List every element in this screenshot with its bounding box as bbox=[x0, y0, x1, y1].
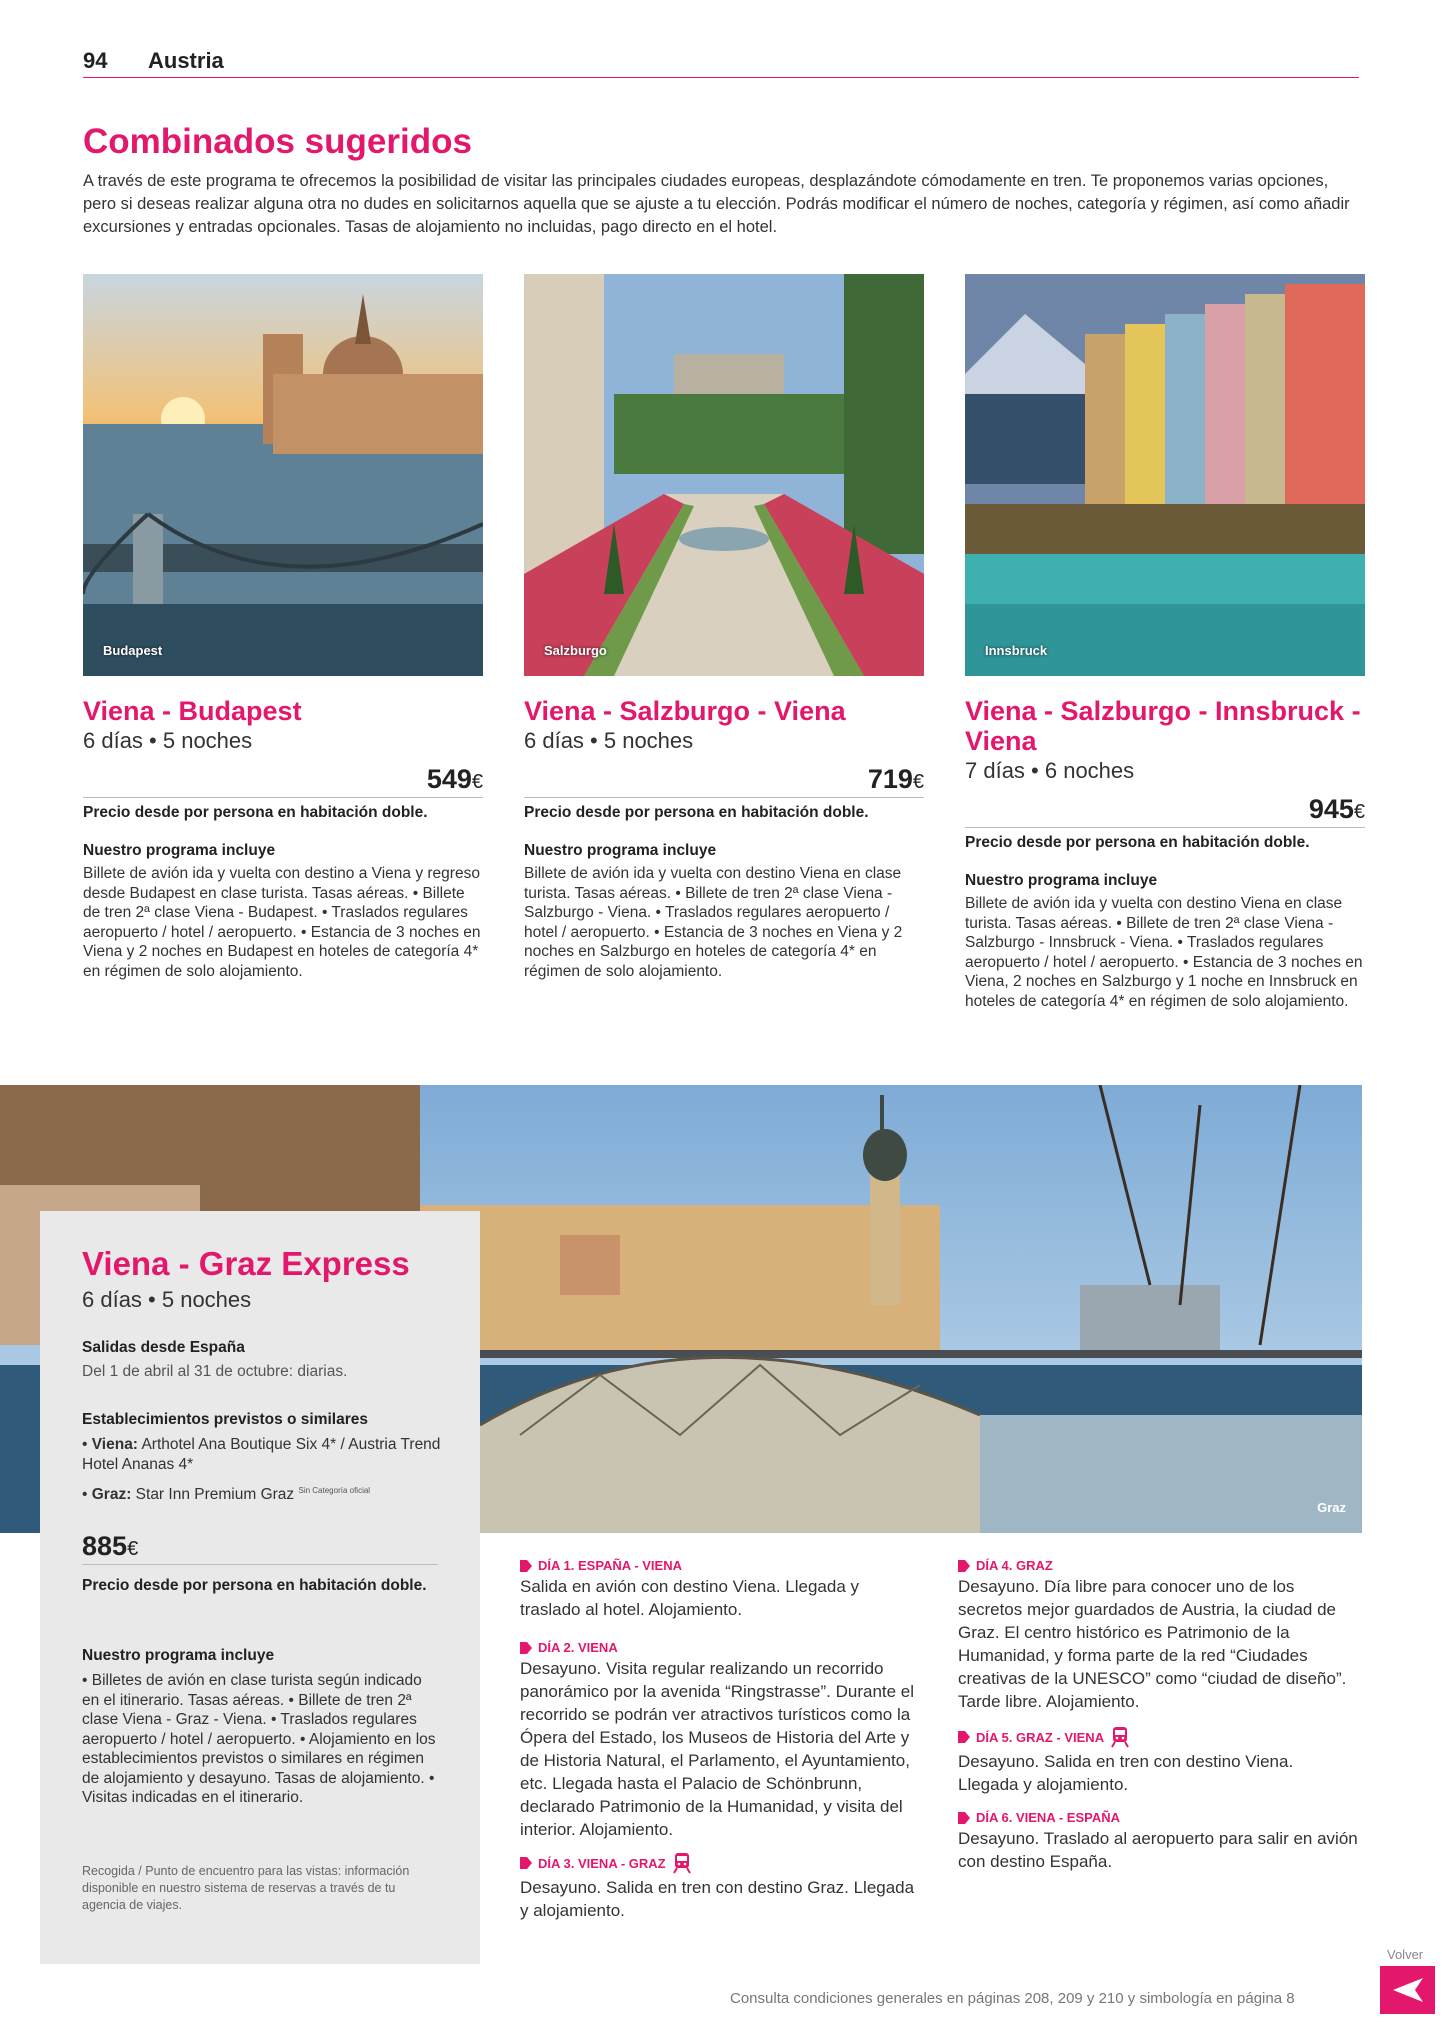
train-icon bbox=[1110, 1726, 1130, 1748]
includes-title: Nuestro programa incluye bbox=[524, 842, 717, 859]
price-note: Precio desde por persona en habitación doble. bbox=[83, 804, 428, 821]
itinerary-day-3 bbox=[520, 1852, 920, 1922]
day-text: Desayuno. Salida en tren con destino Graz. Llegada y alojamiento. bbox=[520, 1878, 915, 1920]
day-arrow-icon bbox=[520, 1857, 532, 1869]
itinerary-day-6 bbox=[958, 1810, 1358, 1873]
day-text: Desayuno. Salida en tren con destino Viena. Llegada y alojamiento. bbox=[958, 1752, 1294, 1794]
itinerary-day-4 bbox=[958, 1558, 1358, 1713]
day-arrow-icon bbox=[520, 1560, 532, 1572]
day-title: DÍA 6. VIENA - ESPAÑA bbox=[976, 1810, 1120, 1825]
page-country: Austria bbox=[148, 48, 224, 73]
itinerary-day-1 bbox=[520, 1558, 920, 1621]
hotel-viena: • Viena: Arthotel Ana Boutique Six 4* / Austria Trend Hotel Ananas 4* bbox=[82, 1436, 441, 1473]
price-currency: € bbox=[471, 771, 483, 793]
card-duration: 6 días • 5 noches bbox=[524, 728, 694, 753]
section-title: Combinados sugeridos bbox=[83, 122, 472, 161]
hotel-graz-label: Graz: bbox=[91, 1486, 132, 1504]
price-note: Precio desde por persona en habitación doble. bbox=[82, 1577, 427, 1594]
graz-price bbox=[82, 1531, 438, 1565]
day-title: DÍA 5. GRAZ - VIENA bbox=[976, 1729, 1105, 1745]
day-arrow-icon bbox=[958, 1812, 970, 1824]
budapest-photo bbox=[83, 274, 483, 676]
price-note: Precio desde por persona en habitación doble. bbox=[965, 834, 1310, 851]
tour-card-salzburgo bbox=[524, 274, 924, 981]
price-value: 885 bbox=[82, 1531, 128, 1561]
back-button[interactable] bbox=[1380, 1966, 1435, 2014]
photo-caption: Salzburgo bbox=[544, 643, 607, 658]
back-arrow-icon bbox=[1393, 1978, 1423, 2002]
itinerary-day-5 bbox=[958, 1726, 1358, 1796]
includes-text: Billete de avión ida y vuelta con destino Viena en clase turista. Tasas aéreas. • Billete de tren 2ª clase Viena - Salzburgo - Innsbruck - Viena. • Traslados regulares aeropuerto / hotel / aeropuerto. • Estancia de 3 noches en Viena, 2 noches en Salzburgo y 1 noche en Innsbruck en hoteles de categoría 4* en régimen de solo alojamiento. bbox=[965, 895, 1363, 1010]
day-text: Desayuno. Visita regular realizando un recorrido panorámico por la avenida “Ringstrasse”. Durante el recorrido se podrán ver atractivos turísticos como la Ópera del Estado, los Museos de Historia del Arte y de Historia Natural, el Parlamento, el Ayuntamiento, etc. Llegada hasta el Palacio de Schönbrunn, declarado Patrimonio de la Humanidad, y visita del interior. Alojamiento. bbox=[520, 1659, 915, 1839]
footer-conditions: Consulta condiciones generales en páginas 208, 209 y 210 y simbología en página 8 bbox=[730, 1990, 1295, 2007]
price-currency: € bbox=[127, 1538, 139, 1560]
price-value: 549 bbox=[426, 764, 472, 794]
graz-info-box bbox=[40, 1211, 480, 1964]
photo-caption: Budapest bbox=[103, 643, 163, 658]
includes-text: • Billetes de avión en clase turista según indicado en el itinerario. Tasas aéreas. • Billete de tren 2ª clase Viena - Graz - Viena. • Traslados regulares aeropuerto / hotel / aeropuerto. • Alojamiento en los establecimientos previstos o similares en régimen de alojamiento y desayuno. Tasas de alojamiento. • Visitas indicadas en el itinerario. bbox=[82, 1672, 436, 1806]
hotels-title: Establecimientos previstos o similares bbox=[82, 1411, 369, 1428]
day-text: Salida en avión con destino Viena. Llegada y traslado al hotel. Alojamiento. bbox=[520, 1577, 859, 1619]
day-title: DÍA 1. ESPAÑA - VIENA bbox=[538, 1558, 682, 1573]
photo-caption: Innsbruck bbox=[985, 643, 1048, 658]
hotel-viena-label: Viena: bbox=[91, 1436, 138, 1453]
includes-title: Nuestro programa incluye bbox=[965, 872, 1158, 889]
day-arrow-icon bbox=[958, 1731, 970, 1743]
includes-text: Billete de avión ida y vuelta con destino a Viena y regreso desde Budapest en clase turista. Tasas aéreas. • Billete de tren 2ª clase Viena - Budapest. • Traslados regulares aeropuerto / hotel / aeropuerto. • Estancia de 3 noches en Viena y 2 noches en Budapest en hoteles de categoría 4* en régimen de solo alojamiento. bbox=[83, 865, 481, 980]
price-value: 719 bbox=[867, 764, 913, 794]
card-title: Viena - Salzburgo - Viena bbox=[524, 696, 846, 726]
day-text: Desayuno. Traslado al aeropuerto para salir en avión con destino España. bbox=[958, 1829, 1358, 1871]
hotel-viena-names: Arthotel Ana Boutique Six 4* / Austria Trend Hotel Ananas 4* bbox=[82, 1436, 441, 1473]
price-value: 945 bbox=[1308, 794, 1354, 824]
departures-title: Salidas desde España bbox=[82, 1339, 245, 1356]
card-price bbox=[965, 794, 1365, 828]
itinerary-day-2 bbox=[520, 1640, 920, 1841]
includes-title: Nuestro programa incluye bbox=[83, 842, 276, 859]
price-currency: € bbox=[1353, 801, 1365, 823]
hotel-graz-category: Sin Categoría oficial bbox=[298, 1486, 371, 1495]
card-price bbox=[83, 764, 483, 798]
includes-title: Nuestro programa incluye bbox=[82, 1647, 275, 1664]
photo-caption: Graz bbox=[1317, 1500, 1346, 1515]
hotel-graz: • Graz: Star Inn Premium Graz $^{Sin Categoría oficial}$ bbox=[82, 1486, 371, 1504]
hotel-graz-name: Star Inn Premium Graz bbox=[135, 1486, 295, 1504]
day-arrow-icon bbox=[520, 1642, 532, 1654]
day-title: DÍA 2. VIENA bbox=[538, 1640, 618, 1655]
innsbruck-photo bbox=[965, 274, 1365, 676]
graz-duration: 6 días • 5 noches bbox=[82, 1287, 252, 1312]
day-text: Desayuno. Día libre para conocer uno de los secretos mejor guardados de Austria, la ciudad de Graz. El centro histórico es Patrimonio de la Humanidad, y forma parte de la red “Ciudades creativas de la UNESCO” como “ciudad de diseño”. Tarde libre. Alojamiento. bbox=[958, 1577, 1347, 1711]
card-title: Viena - Budapest bbox=[83, 696, 302, 726]
section-intro: A través de este programa te ofrecemos la posibilidad de visitar las principales ciudades europeas, desplazándote cómodamente en tren. Te proponemos varias opciones, pero si deseas realizar alguna otra no dudes en solicitarnos aquella que se ajuste a tu elección. Podrás modificar el número de noches, categoría y régimen, así como añadir excursiones y entradas opcionales. Tasas de alojamiento no incluidas, pago directo en el hotel. bbox=[83, 172, 1350, 236]
includes-text: Billete de avión ida y vuelta con destino Viena en clase turista. Tasas aéreas. • Billete de tren 2ª clase Viena - Salzburgo - Viena. • Traslados regulares aeropuerto / hotel / aeropuerto. • Estancia de 3 noches en Viena y 2 noches en Salzburgo en hoteles de categoría 4* en régimen de solo alojamiento. bbox=[524, 865, 903, 980]
salzburgo-photo bbox=[524, 274, 924, 676]
back-label[interactable]: Volver bbox=[1387, 1947, 1424, 1962]
price-currency: € bbox=[912, 771, 924, 793]
card-duration: 6 días • 5 noches bbox=[83, 728, 253, 753]
card-price bbox=[524, 764, 924, 798]
graz-title: Viena - Graz Express bbox=[82, 1245, 410, 1282]
tour-card-innsbruck bbox=[965, 274, 1365, 1011]
page-number: 94 bbox=[83, 48, 108, 73]
train-icon bbox=[672, 1852, 692, 1874]
tour-card-budapest bbox=[83, 274, 483, 981]
card-title: Viena - Salzburgo - Innsbruck - Viena bbox=[965, 696, 1361, 756]
pickup-note: Recogida / Punto de encuentro para las vistas: información disponible en nuestro sistema de reservas a través de tu agencia de viajes. bbox=[82, 1864, 410, 1912]
price-note: Precio desde por persona en habitación doble. bbox=[524, 804, 869, 821]
departures-text: Del 1 de abril al 31 de octubre: diarias. bbox=[82, 1363, 348, 1380]
page-header bbox=[83, 48, 1359, 78]
day-title: DÍA 4. GRAZ bbox=[976, 1558, 1053, 1573]
card-duration: 7 días • 6 noches bbox=[965, 758, 1135, 783]
day-title: DÍA 3. VIENA - GRAZ bbox=[538, 1855, 666, 1871]
day-arrow-icon bbox=[958, 1560, 970, 1572]
